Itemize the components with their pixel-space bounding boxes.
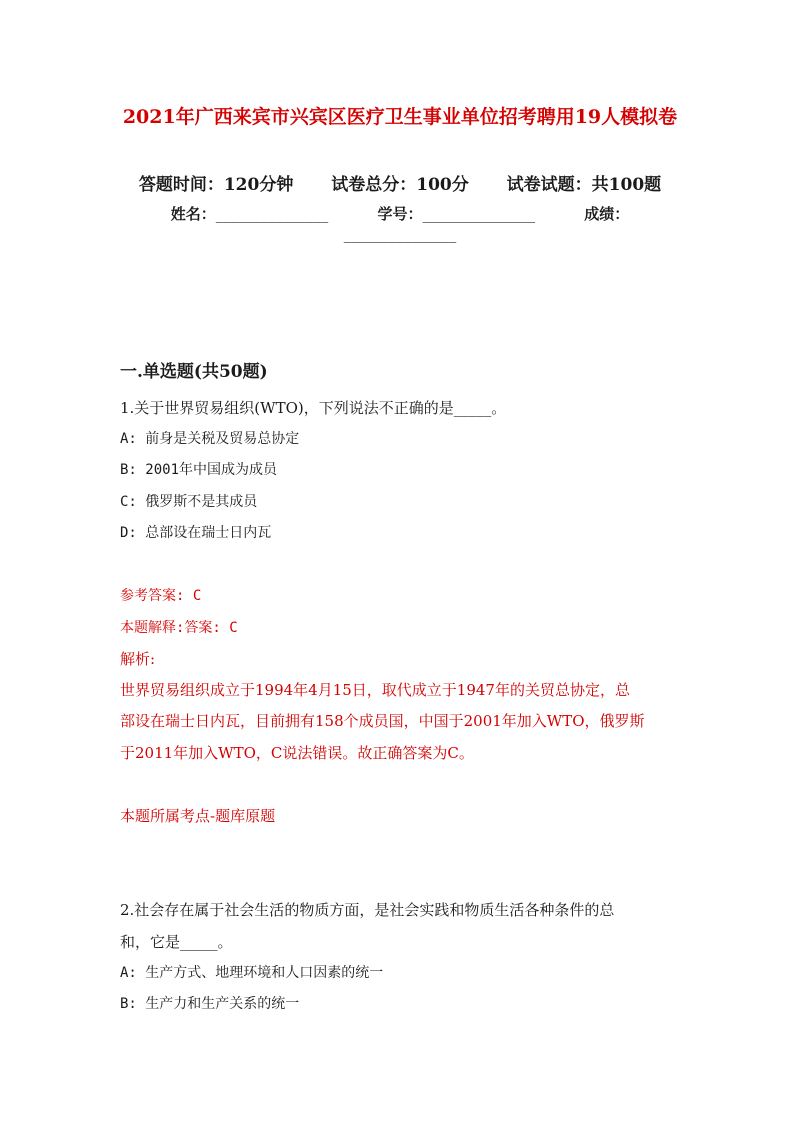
question-2-option-b: B: 生产力和生产关系的统一 <box>120 996 300 1012</box>
score-label: 成绩： <box>584 205 630 223</box>
question-1-analysis-line-1: 世界贸易组织成立于1994年4月15日，取代成立于1947年的关贸总协定，总 <box>120 681 630 699</box>
score-blank-row <box>0 225 800 243</box>
exam-title: 2021年广西来宾市兴宾区医疗卫生事业单位招考聘用19人模拟卷 <box>122 106 678 128</box>
id-label: 学号： <box>377 205 423 223</box>
question-1-option-b: B: 2001年中国成为成员 <box>120 462 278 478</box>
question-1-stem: 1.关于世界贸易组织(WTO)，下列说法不正确的是_____。 <box>120 399 507 417</box>
exam-time: 答题时间：120分钟 <box>138 175 294 195</box>
question-1-option-c: C: 俄罗斯不是其成员 <box>120 494 258 510</box>
score-blank: _______________ <box>343 225 457 243</box>
question-1-option-d: D: 总部设在瑞士日内瓦 <box>120 525 272 541</box>
question-1-answer: 参考答案: C <box>120 588 202 604</box>
question-2-option-a: A: 生产方式、地理环境和人口因素的统一 <box>120 965 384 981</box>
section-heading: 一.单选题(共50题) <box>120 362 268 382</box>
id-field <box>377 205 535 223</box>
exam-question-count: 试卷试题：共100题 <box>506 175 662 195</box>
question-2-stem-line-1: 2.社会存在属于社会生活的物质方面，是社会实践和物质生活各种条件的总 <box>120 901 615 919</box>
name-label: 姓名： <box>170 205 216 223</box>
question-1-option-a: A: 前身是关税及贸易总协定 <box>120 431 300 447</box>
question-2-stem-line-2: 和，它是_____。 <box>120 933 233 951</box>
question-1-analysis-line-2: 部设在瑞士日内瓦，目前拥有158个成员国，中国于2001年加入WTO，俄罗斯 <box>120 712 645 730</box>
question-1-analysis-label: 解析: <box>120 650 156 668</box>
name-blank: _______________ <box>215 205 329 223</box>
exam-meta <box>0 170 800 195</box>
question-1-explanation-label: 本题解释:答案: C <box>120 620 238 636</box>
id-blank: _______________ <box>422 205 535 223</box>
name-field <box>171 205 329 223</box>
question-1-analysis-line-3: 于2011年加入WTO，C说法错误。故正确答案为C。 <box>120 744 474 762</box>
student-info-fields <box>0 203 800 224</box>
exam-total-score: 试卷总分：100分 <box>331 175 469 195</box>
question-1-source: 本题所属考点-题库原题 <box>120 807 276 825</box>
score-field <box>584 205 629 223</box>
